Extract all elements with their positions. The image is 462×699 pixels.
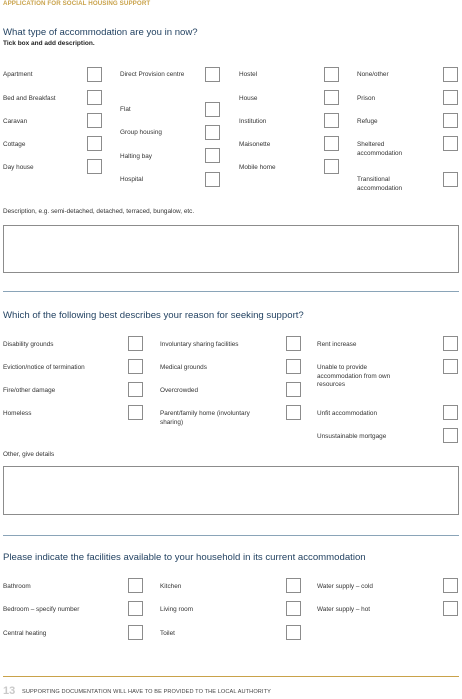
label-caravan: Caravan bbox=[3, 118, 28, 125]
checkbox-group-housing[interactable] bbox=[205, 125, 220, 140]
label-parent-family-home: Parent/family home (involuntary sharing) bbox=[160, 410, 250, 426]
label-sheltered-accommodation: Sheltered accommodation bbox=[357, 141, 403, 157]
label-disability-grounds: Disability grounds bbox=[3, 341, 54, 348]
checkbox-halting-bay[interactable] bbox=[205, 148, 220, 163]
other-details-field[interactable] bbox=[3, 466, 459, 515]
checkbox-flat[interactable] bbox=[205, 102, 220, 117]
label-day-house: Day house bbox=[3, 164, 34, 171]
checkbox-unfit-accommodation[interactable] bbox=[443, 405, 458, 420]
checkbox-eviction-notice[interactable] bbox=[128, 359, 143, 374]
section-divider bbox=[3, 291, 459, 292]
label-eviction-notice: Eviction/notice of termination bbox=[3, 364, 85, 371]
label-unfit-accommodation: Unfit accommodation bbox=[317, 410, 378, 417]
checkbox-refuge[interactable] bbox=[443, 113, 458, 128]
label-refuge: Refuge bbox=[357, 118, 378, 125]
description-field[interactable] bbox=[3, 225, 459, 273]
label-none-other: None/other bbox=[357, 71, 389, 78]
label-direct-provision-centre: Direct Provision centre bbox=[120, 71, 185, 78]
label-hospital: Hospital bbox=[120, 176, 144, 183]
label-central-heating: Central heating bbox=[3, 630, 47, 637]
checkbox-water-supply-cold[interactable] bbox=[443, 578, 458, 593]
checkbox-living-room[interactable] bbox=[286, 601, 301, 616]
label-transitional-accommodation: Transitional accommodation bbox=[357, 176, 403, 192]
checkbox-fire-other-damage[interactable] bbox=[128, 382, 143, 397]
checkbox-day-house[interactable] bbox=[87, 159, 102, 174]
checkbox-direct-provision-centre[interactable] bbox=[205, 67, 220, 82]
checkbox-hospital[interactable] bbox=[205, 172, 220, 187]
section-divider bbox=[3, 535, 459, 536]
label-toilet: Toilet bbox=[160, 630, 175, 637]
accommodation-instruction: Tick box and add description. bbox=[3, 40, 95, 47]
reason-question: Which of the following best describes your reason for seeking support? bbox=[3, 310, 304, 321]
checkbox-central-heating[interactable] bbox=[128, 625, 143, 640]
checkbox-water-supply-hot[interactable] bbox=[443, 601, 458, 616]
label-unsustainable-mortgage: Unsustainable mortgage bbox=[317, 433, 387, 440]
checkbox-kitchen[interactable] bbox=[286, 578, 301, 593]
checkbox-unsustainable-mortgage[interactable] bbox=[443, 428, 458, 443]
label-involuntary-sharing-facilities: Involuntary sharing facilities bbox=[160, 341, 239, 348]
accommodation-question: What type of accommodation are you in now? bbox=[3, 27, 198, 38]
label-hostel: Hostel bbox=[239, 71, 258, 78]
label-water-supply-cold: Water supply – cold bbox=[317, 583, 373, 590]
checkbox-involuntary-sharing-facilities[interactable] bbox=[286, 336, 301, 351]
checkbox-homeless[interactable] bbox=[128, 405, 143, 420]
label-cottage: Cottage bbox=[3, 141, 26, 148]
checkbox-maisonette[interactable] bbox=[324, 136, 339, 151]
label-maisonette: Maisonette bbox=[239, 141, 271, 148]
label-mobile-home: Mobile home bbox=[239, 164, 276, 171]
other-details-label: Other, give details bbox=[3, 451, 55, 458]
label-living-room: Living room bbox=[160, 606, 194, 613]
checkbox-bed-and-breakfast[interactable] bbox=[87, 90, 102, 105]
checkbox-parent-family-home[interactable] bbox=[286, 405, 301, 420]
footer-divider bbox=[3, 676, 459, 677]
label-halting-bay: Halting bay bbox=[120, 153, 152, 160]
checkbox-house[interactable] bbox=[324, 90, 339, 105]
label-apartment: Apartment bbox=[3, 71, 33, 78]
label-group-housing: Group housing bbox=[120, 129, 162, 136]
checkbox-hostel[interactable] bbox=[324, 67, 339, 82]
checkbox-toilet[interactable] bbox=[286, 625, 301, 640]
checkbox-cottage[interactable] bbox=[87, 136, 102, 151]
checkbox-transitional-accommodation[interactable] bbox=[443, 172, 458, 187]
label-fire-other-damage: Fire/other damage bbox=[3, 387, 56, 394]
label-water-supply-hot: Water supply – hot bbox=[317, 606, 371, 613]
label-flat: Flat bbox=[120, 106, 131, 113]
checkbox-medical-grounds[interactable] bbox=[286, 359, 301, 374]
label-bathroom: Bathroom bbox=[3, 583, 31, 590]
checkbox-none-other[interactable] bbox=[443, 67, 458, 82]
checkbox-apartment[interactable] bbox=[87, 67, 102, 82]
description-label: Description, e.g. semi-detached, detached, terraced, bungalow, etc. bbox=[3, 208, 195, 215]
label-prison: Prison bbox=[357, 95, 376, 102]
label-homeless: Homeless bbox=[3, 410, 32, 417]
label-house: House bbox=[239, 95, 258, 102]
checkbox-unable-to-provide[interactable] bbox=[443, 359, 458, 374]
label-institution: Institution bbox=[239, 118, 267, 125]
label-bed-and-breakfast: Bed and Breakfast bbox=[3, 95, 56, 102]
checkbox-mobile-home[interactable] bbox=[324, 159, 339, 174]
form-header: APPLICATION FOR SOCIAL HOUSING SUPPORT bbox=[3, 0, 151, 7]
page-number: 13 bbox=[3, 685, 16, 697]
checkbox-bathroom[interactable] bbox=[128, 578, 143, 593]
checkbox-caravan[interactable] bbox=[87, 113, 102, 128]
footer-note: SUPPORTING DOCUMENTATION WILL HAVE TO BE PROVIDED TO THE LOCAL AUTHORITY bbox=[22, 689, 271, 695]
checkbox-disability-grounds[interactable] bbox=[128, 336, 143, 351]
checkbox-overcrowded[interactable] bbox=[286, 382, 301, 397]
label-kitchen: Kitchen bbox=[160, 583, 182, 590]
label-overcrowded: Overcrowded bbox=[160, 387, 199, 394]
label-bedroom-number: Bedroom – specify number bbox=[3, 606, 80, 613]
checkbox-rent-increase[interactable] bbox=[443, 336, 458, 351]
checkbox-bedroom-number[interactable] bbox=[128, 601, 143, 616]
label-medical-grounds: Medical grounds bbox=[160, 364, 207, 371]
facilities-question: Please indicate the facilities available to your household in its current accommodation bbox=[3, 552, 366, 563]
checkbox-institution[interactable] bbox=[324, 113, 339, 128]
label-rent-increase: Rent increase bbox=[317, 341, 357, 348]
checkbox-sheltered-accommodation[interactable] bbox=[443, 136, 458, 151]
label-unable-to-provide: Unable to provide accommodation from own resources bbox=[317, 364, 391, 389]
checkbox-prison[interactable] bbox=[443, 90, 458, 105]
